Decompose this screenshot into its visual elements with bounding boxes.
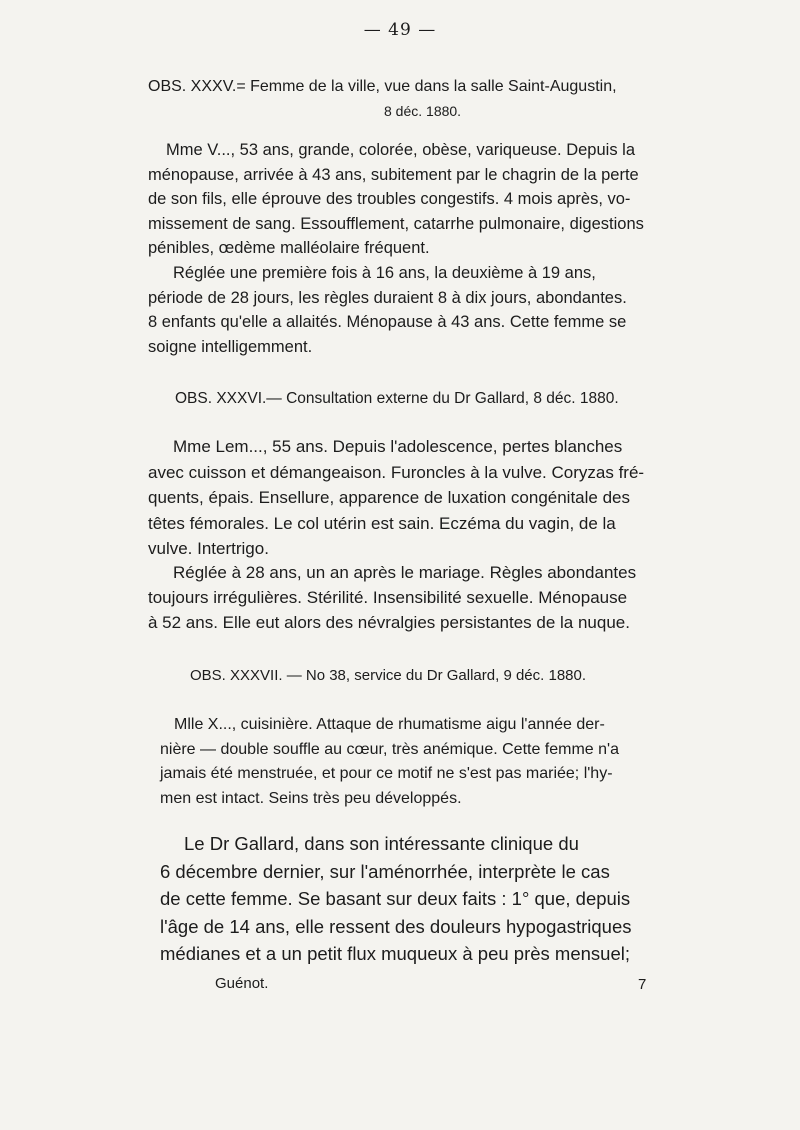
text-line: quents, épais. Ensellure, apparence de luxation congénitale des — [148, 488, 631, 507]
text-line: ménopause, arrivée à 43 ans, subitement par le chagrin de la perte — [148, 165, 639, 184]
obs-35-heading: OBS. XXXV.= Femme de la ville, vue dans la salle Saint-Augustin, — [148, 78, 617, 95]
obs-37-heading: OBS. XXXVII. — No 38, service du Dr Gallard, 9 déc. 1880. — [190, 667, 587, 684]
text-line: toujours irrégulières. Stérilité. Insensibilité sexuelle. Ménopause — [148, 588, 628, 607]
text-line: de son fils, elle éprouve des troubles congestifs. 4 mois après, vo- — [148, 190, 631, 208]
text-line: têtes fémorales. Le col utérin est sain. Eczéma du vagin, de la — [148, 513, 616, 533]
text-line: Mme Lem..., 55 ans. Depuis l'adolescence, pertes blanches — [173, 437, 623, 456]
text-line: Mme V..., 53 ans, grande, colorée, obèse, variqueuse. Depuis la — [166, 141, 636, 159]
text-line: 6 décembre dernier, sur l'aménorrhée, interprète le cas — [160, 860, 610, 882]
text-line: Mlle X..., cuisinière. Attaque de rhumatisme aigu l'année der- — [174, 716, 605, 733]
obs-35-date: 8 déc. 1880. — [384, 103, 462, 119]
obs-35-paragraph-1 — [148, 138, 680, 261]
text-line: pénibles, œdème malléolaire fréquent. — [148, 239, 430, 257]
text-line: missement de sang. Essoufflement, catarrhe pulmonaire, digestions — [148, 214, 644, 233]
footer-author: Guénot. — [215, 975, 269, 992]
text-line: nière — double souffle au cœur, très anémique. Cette femme n'a — [160, 740, 619, 758]
text-line: médianes et a un petit flux muqueux à peu près mensuel; — [160, 943, 630, 964]
commentary-paragraph — [160, 830, 696, 968]
text-line: vulve. Intertrigo. — [148, 539, 269, 558]
text-line: Réglée une première fois à 16 ans, la deuxième à 19 ans, — [173, 264, 596, 282]
text-line: l'âge de 14 ans, elle ressent des douleurs hypogastriques — [160, 915, 632, 937]
text-line: période de 28 jours, les règles duraient 8 à dix jours, abondantes. — [148, 288, 627, 307]
obs-36-paragraph-2 — [148, 560, 680, 635]
footer-signature: 7 — [638, 976, 647, 993]
obs-35-paragraph-2 — [148, 261, 680, 359]
text-line: jamais été menstruée, et pour ce motif ne s'est pas mariée; l'hy- — [160, 765, 613, 782]
text-line: Le Dr Gallard, dans son intéressante clinique du — [184, 833, 579, 854]
obs-36-paragraph-1 — [148, 434, 680, 562]
text-line: à 52 ans. Elle eut alors des névralgies persistantes de la nuque. — [148, 613, 630, 632]
text-line: avec cuisson et démangeaison. Furoncles à la vulve. Coryzas fré- — [148, 462, 645, 482]
obs-37-paragraph-1 — [160, 713, 692, 811]
text-line: Réglée à 28 ans, un an après le mariage. Règles abondantes — [173, 563, 637, 582]
obs-36-heading: OBS. XXXVI.— Consultation externe du Dr Gallard, 8 déc. 1880. — [175, 390, 619, 407]
page-number: — 49 — — [363, 20, 437, 40]
text-line: soigne intelligemment. — [148, 337, 313, 356]
text-line: 8 enfants qu'elle a allaités. Ménopause à 43 ans. Cette femme se — [148, 313, 627, 331]
text-line: men est intact. Seins très peu développés. — [160, 789, 462, 807]
text-line: de cette femme. Se basant sur deux faits : 1° que, depuis — [160, 888, 631, 909]
